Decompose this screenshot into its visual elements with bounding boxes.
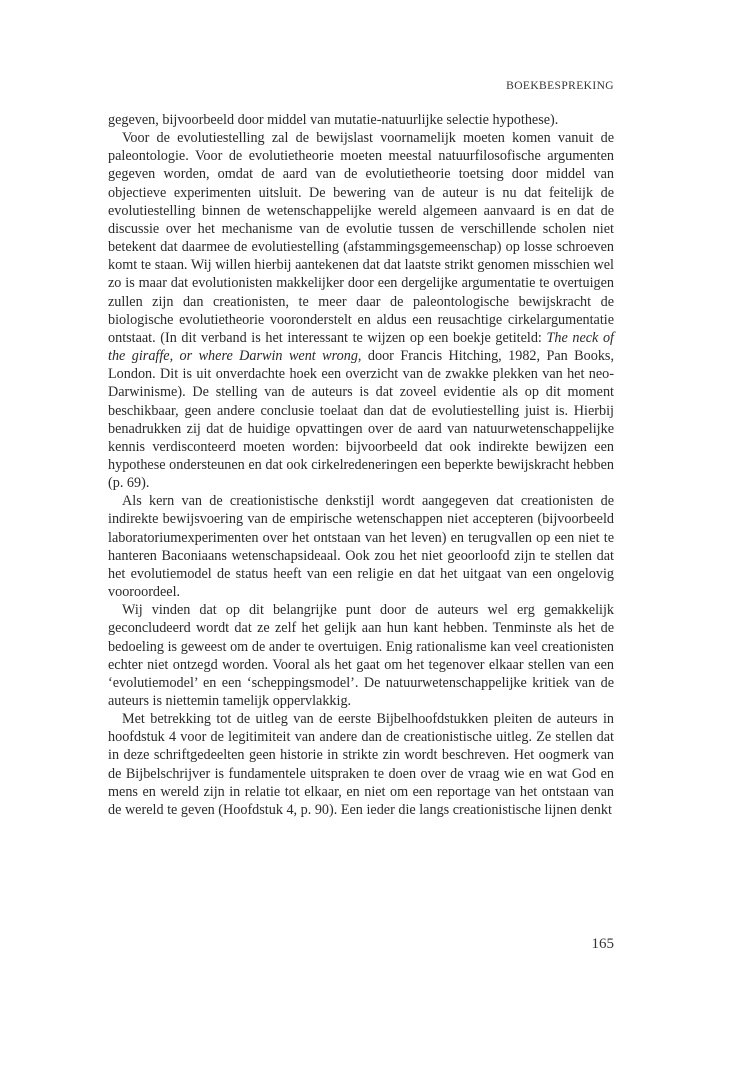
body-text [108, 111, 614, 819]
paragraph-4: Wij vinden dat op dit belangrijke punt door de auteurs wel erg gemakkelijk geconcludeerd wordt dat ze zelf het gelijk aan hun kant hebben. Tenminste als het de bedoeling is geweest om de ander te overtuigen. Enig rationalisme kan veel creationisten echter niet ontzegd worden. Vooral als het gaat om het tegenover elkaar stellen van een ‘evolutiemodel’ en een ‘scheppingsmodel’. De natuurwetenschappelijke kritiek van de auteurs is niettemin tamelijk oppervlakkig. [108, 602, 614, 709]
paragraph-2-part-2: , door Francis Hitching, 1982, Pan Books, London. Dit is uit onverdachte hoek een overzicht van de zwakke plekken van het neo-Darwinisme). De stelling van de auteurs is dat zoveel evidentie als op dit moment beschikbaar, geen andere conclusie toelaat dan dat de evolutiestelling juist is. Hierbij benadrukken zij dat de huidige opvattingen over de aard van natuurwetenschappelijke kennis verdisconteerd moeten worden: bijvoorbeeld dat ook indirekte bewijzen een hypothese ondersteunen en dat ook cirkelredeneringen een beperkte bewijskracht hebben (p. 69). [108, 348, 614, 492]
paragraph-3: Als kern van de creationistische denkstijl wordt aangegeven dat creationisten de indirekte bewijsvoering van de empirische wetenschappen niet accepteren (bijvoorbeeld laboratoriumexperimenten over het ontstaan van het leven) en terugvallen op een niet te hanteren Baconiaans wetenschapsideaal. Ook zou het niet geoorloofd zijn te stellen dat het evolutiemodel de status heeft van een religie en dat het uitgaat van een ongelovig vooroordeel. [108, 493, 614, 601]
paragraph-5: Met betrekking tot de uitleg van de eerste Bijbelhoofdstukken pleiten de auteurs in hoofdstuk 4 voor de legitimiteit van andere dan de creationistische uitleg. Ze stellen dat in deze schriftgedeelten geen historie in strikte zin wordt beschreven. Het oogmerk van de Bijbelschrijver is fundamentele uitspraken te doen over de vraag wie en wat God en mens en wereld zijn in relatie tot elkaar, en niet om een reportage van het ontstaan van de wereld te geven (Hoofdstuk 4, p. 90). Een ieder die langs creationistische lijnen denkt [108, 711, 614, 818]
paragraph-1: gegeven, bijvoorbeeld door middel van mutatie-natuurlijke selectie hypothese). [108, 112, 559, 128]
page-number: 165 [591, 936, 614, 952]
book-title: The neck of the giraffe, or where Darwin went wrong [108, 329, 614, 365]
running-head: BOEKBESPREKING [506, 80, 614, 92]
paragraph-2-part-1: Voor de evolutiestelling zal de bewijslast voornamelijk moeten komen vanuit de paleontologie. Voor de evolutietheorie moeten meestal natuurfilosofische argumenten gegeven worden, omdat de aard van de evolutietheorie toetsing door middel van objectieve experimenten uitsluit. De bewering van de auteur is nu dat feitelijk de evolutiestelling binnen de wetenschappelijke wereld algemeen aanvaard is en dat de discussie over het mechanisme van de evolutie tussen de verschillende scholen niet betekent dat daarmee de evolutiestelling (afstammingsgemeenschap) op losse schroeven komt te staan. Wij willen hierbij aantekenen dat dat laatste strikt genomen misschien wel zo is maar dat evolutionisten makkelijker door een dergelijke argumentatie te overtuigen zullen zijn dan creationisten, te meer daar de paleontologische bewijskracht de biologische evolutietheorie vooronderstelt en aldus een reusachtige cirkelargumentatie ontstaat. (In dit verband is het interessant te wijzen op een boekje getiteld: [108, 130, 614, 346]
paragraph-2 [108, 129, 614, 492]
